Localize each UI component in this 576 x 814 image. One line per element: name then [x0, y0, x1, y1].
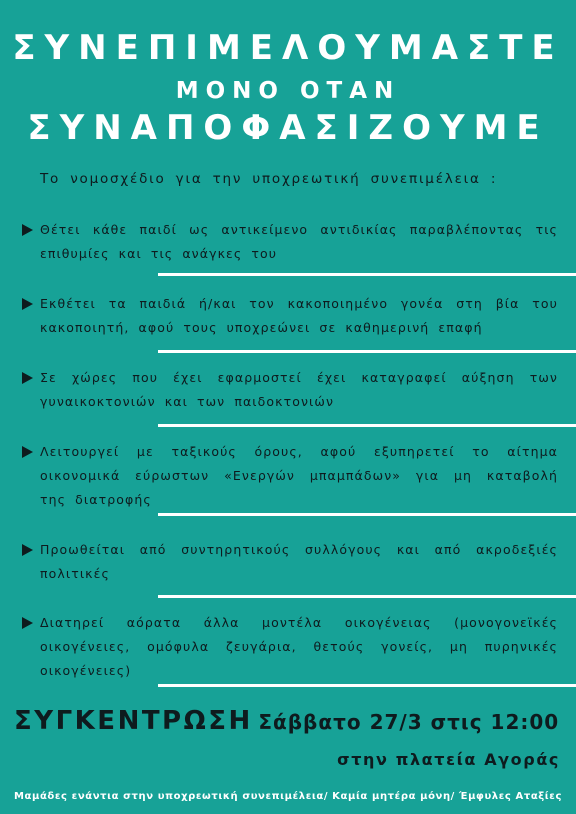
list-item-text: Εκθέτει τα παιδιά ή/και τον κακοποιημένο γονέα στη βία του κακοποιητή, αφού τους υποχρεώνει σε καθημερινή επαφή: [40, 296, 558, 335]
list-item-text: Θέτει κάθε παιδί ως αντικείμενο αντιδικίας παραβλέποντας τις επιθυμίες και τις ανάγκες του: [40, 222, 558, 261]
list-item: [22, 218, 558, 266]
divider: [158, 684, 576, 687]
event-line: [14, 706, 559, 736]
arrow-bullet-icon: [22, 224, 33, 236]
title-line-2: ΜΟΝΟ ΟΤΑΝ: [175, 78, 401, 104]
arrow-bullet-icon: [22, 544, 33, 556]
list-item: [22, 366, 558, 414]
arrow-bullet-icon: [22, 298, 33, 310]
intro-text: Το νομοσχέδιο για την υποχρεωτική συνεπιμέλεια :: [40, 171, 498, 187]
list-item: [22, 440, 558, 512]
divider: [158, 424, 576, 427]
list-item-text: Σε χώρες που έχει εφαρμοστεί έχει καταγραφεί αύξηση των γυναικοκτονιών και των παιδοκτονιών: [40, 370, 558, 409]
divider: [158, 273, 576, 276]
list-item: [22, 292, 558, 340]
divider: [158, 595, 576, 598]
arrow-bullet-icon: [22, 372, 33, 384]
list-item-text: Λειτουργεί με ταξικούς όρους, αφού εξυπηρετεί το αίτημα οικονομικά εύρωστων «Ενεργών μπαμπάδων» για μη καταβολή της διατροφής: [40, 444, 558, 507]
divider: [158, 350, 576, 353]
list-item-text: Προωθείται από συντηρητικούς συλλόγους και από ακροδεξιές πολιτικές: [40, 542, 558, 581]
event-place: στην πλατεία Αγοράς: [337, 750, 560, 769]
list-item: [22, 611, 558, 683]
divider: [158, 513, 576, 516]
title-line-1: ΣΥΝΕΠΙΜΕΛΟΥΜΑΣΤΕ: [12, 28, 564, 68]
arrow-bullet-icon: [22, 446, 33, 458]
list-item-text: Διατηρεί αόρατα άλλα μοντέλα οικογένειας (μονογονεϊκές οικογένειες, ομόφυλα ζευγάρια, θετούς γονείς, μη πυρηνικές οικογένειες): [40, 615, 558, 678]
title-line-3: ΣΥΝΑΠΟΦΑΣΙΖΟΥΜΕ: [27, 108, 549, 148]
footer-credits: Μαμάδες ενάντια στην υποχρεωτική συνεπιμέλεια/ Καμία μητέρα μόνη/ Έμφυλες Αταξίες: [13, 791, 563, 802]
event-date: Σάββατο 27/3 στις 12:00: [258, 710, 560, 734]
arrow-bullet-icon: [22, 617, 33, 629]
event-label: ΣΥΓΚΕΝΤΡΩΣΗ: [14, 706, 253, 736]
list-item: [22, 538, 558, 586]
